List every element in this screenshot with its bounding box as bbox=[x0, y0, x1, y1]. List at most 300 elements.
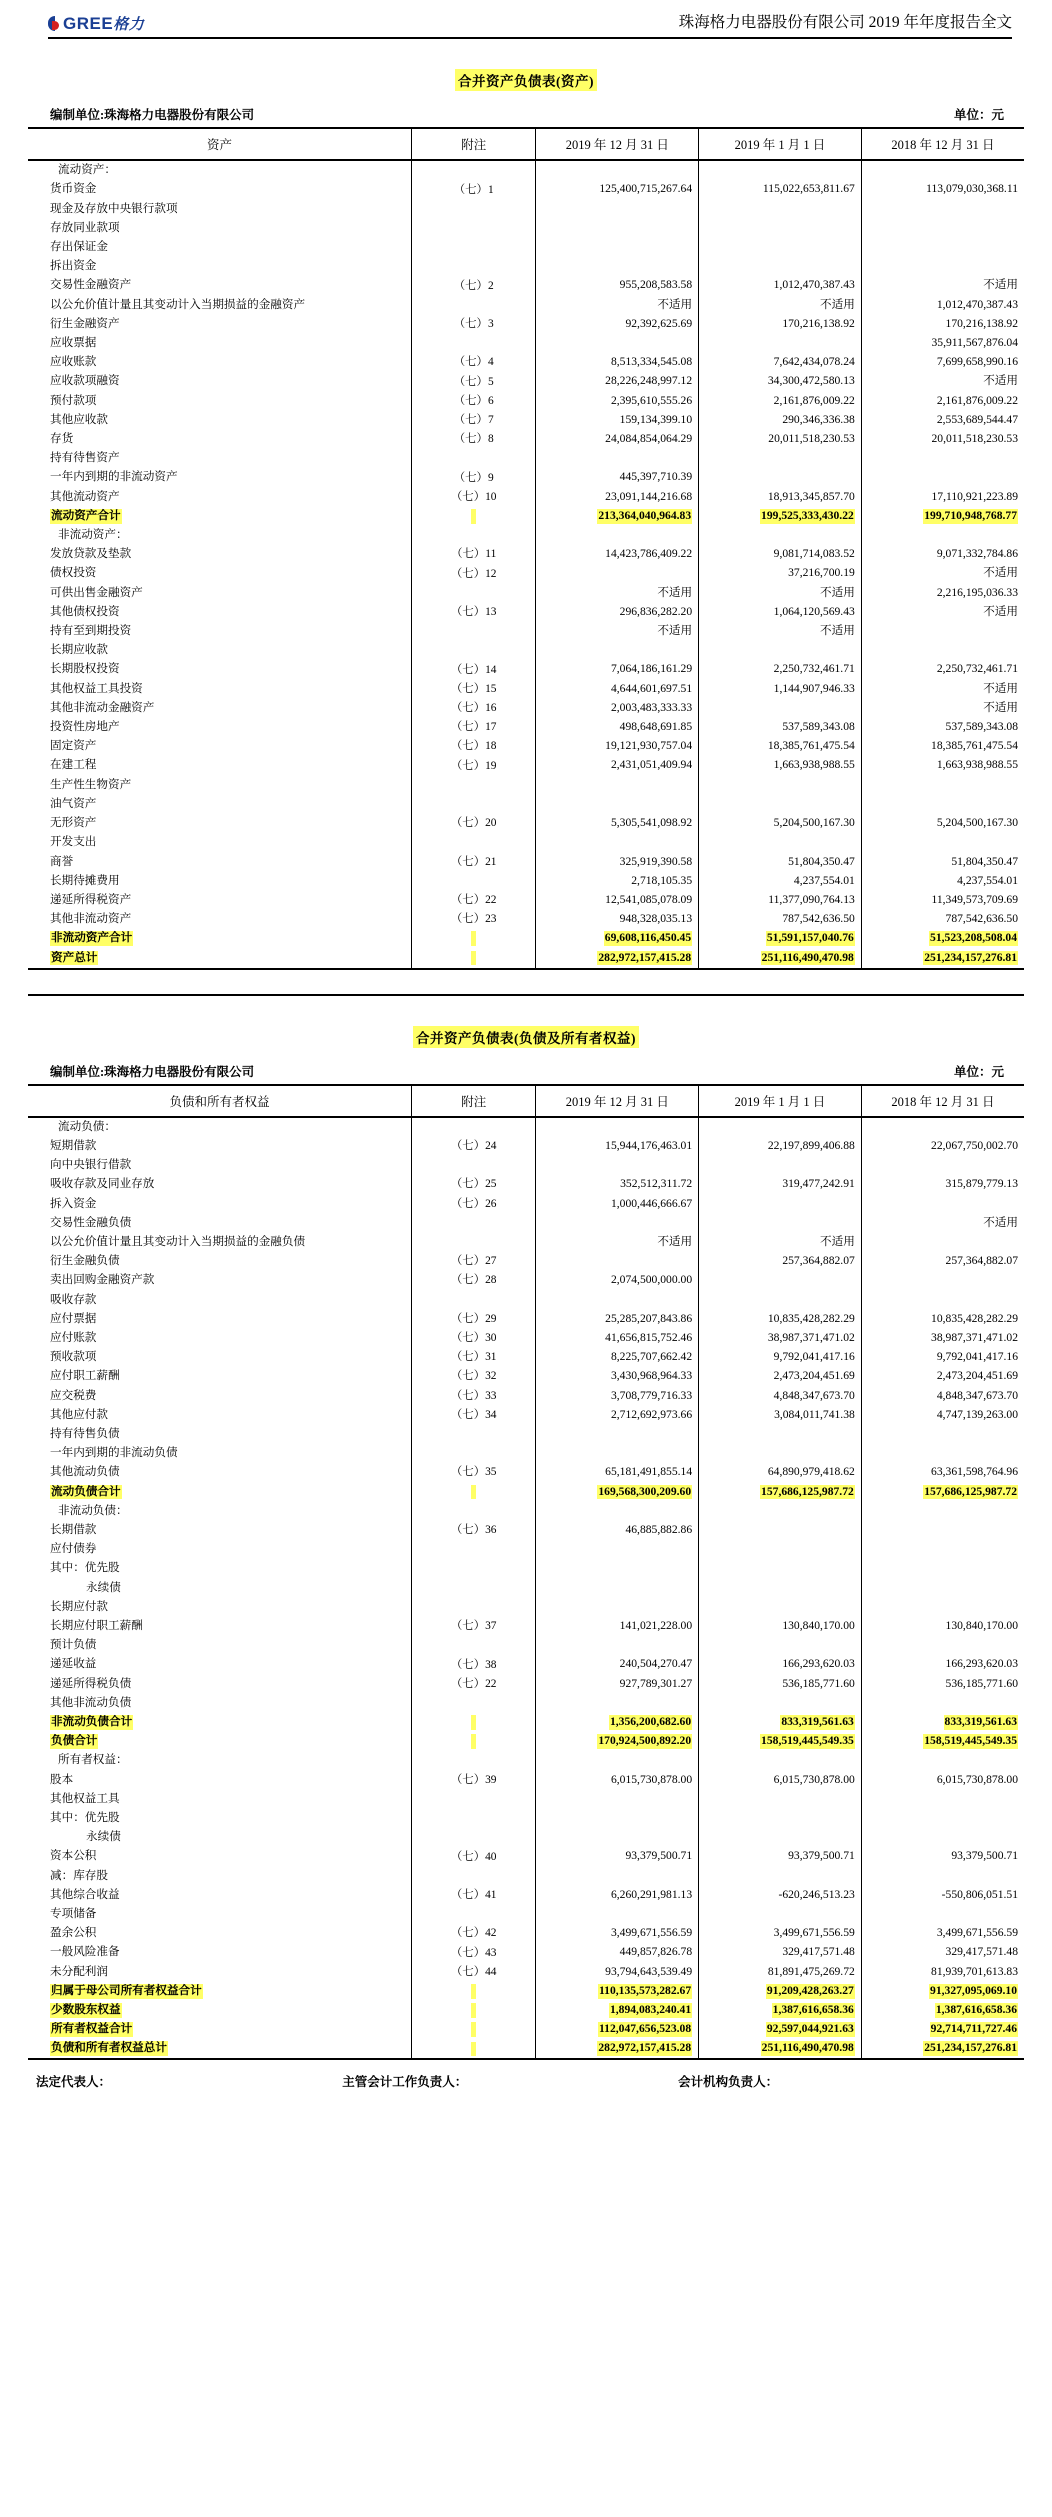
row-note-ref bbox=[411, 872, 536, 891]
row-item-label: 一年内到期的非流动资产 bbox=[28, 468, 411, 487]
row-value-2019-12-31 bbox=[536, 1290, 699, 1309]
row-value-2018-12-31 bbox=[861, 1290, 1024, 1309]
row-value-2019-12-31: 112,047,656,523.08 bbox=[536, 2020, 699, 2039]
row-group-header: 流动资产： bbox=[28, 160, 411, 180]
row-value-2019-01-01 bbox=[699, 199, 862, 218]
row-value-2018-12-31 bbox=[861, 1578, 1024, 1597]
row-value-2018-12-31 bbox=[861, 1790, 1024, 1809]
table-row bbox=[28, 1655, 1024, 1674]
row-value-2019-12-31: 5,305,541,098.92 bbox=[536, 814, 699, 833]
row-note-ref: （七）21 bbox=[411, 852, 536, 871]
row-value-2018-12-31: 5,204,500,167.30 bbox=[861, 814, 1024, 833]
table-row bbox=[28, 1751, 1024, 1770]
table-row bbox=[28, 1367, 1024, 1386]
row-note-ref bbox=[411, 1559, 536, 1578]
report-header-title: 珠海格力电器股份有限公司 2019 年年度报告全文 bbox=[678, 14, 1012, 31]
row-value-2019-12-31: 240,504,270.47 bbox=[536, 1655, 699, 1674]
row-item-label: 长期应付款 bbox=[28, 1598, 411, 1617]
row-value-2018-12-31 bbox=[861, 1444, 1024, 1463]
liability-col-item: 负债和所有者权益 bbox=[28, 1085, 411, 1117]
row-value-2019-01-01: 1,387,616,658.36 bbox=[699, 2001, 862, 2020]
table-row bbox=[28, 1694, 1024, 1713]
row-value-2018-12-31: 4,237,554.01 bbox=[861, 872, 1024, 891]
row-value-2019-12-31: 2,431,051,409.94 bbox=[536, 756, 699, 775]
row-value-2019-12-31: 1,000,446,666.67 bbox=[536, 1194, 699, 1213]
table-row bbox=[28, 776, 1024, 795]
table-row bbox=[28, 1598, 1024, 1617]
row-value-2019-12-31: 19,121,930,757.04 bbox=[536, 737, 699, 756]
row-value-2019-01-01 bbox=[699, 1502, 862, 1521]
row-value-2018-12-31: 157,686,125,987.72 bbox=[861, 1482, 1024, 1501]
row-value-2018-12-31 bbox=[861, 199, 1024, 218]
row-value-2019-12-31: 23,091,144,216.68 bbox=[536, 487, 699, 506]
row-group-header: 流动负债： bbox=[28, 1117, 411, 1137]
row-value-2019-01-01: 64,890,979,418.62 bbox=[699, 1463, 862, 1482]
row-note-ref bbox=[411, 1117, 536, 1137]
row-value-2018-12-31: -550,806,051.51 bbox=[861, 1886, 1024, 1905]
asset-header-row bbox=[28, 128, 1024, 160]
row-item-label: 固定资产 bbox=[28, 737, 411, 756]
row-value-2019-01-01: 10,835,428,282.29 bbox=[699, 1310, 862, 1329]
row-value-2019-12-31 bbox=[536, 1502, 699, 1521]
row-item-label: 其他综合收益 bbox=[28, 1886, 411, 1905]
asset-col-item: 资产 bbox=[28, 128, 411, 160]
row-value-2018-12-31: 不适用 bbox=[861, 679, 1024, 698]
row-value-2019-01-01: -620,246,513.23 bbox=[699, 1886, 862, 1905]
row-value-2018-12-31: 17,110,921,223.89 bbox=[861, 487, 1024, 506]
table-row bbox=[28, 1406, 1024, 1425]
row-value-2019-01-01 bbox=[699, 219, 862, 238]
row-note-ref bbox=[411, 1982, 536, 2001]
row-value-2018-12-31 bbox=[861, 833, 1024, 852]
row-value-2019-01-01: 51,804,350.47 bbox=[699, 852, 862, 871]
row-value-2019-01-01: 20,011,518,230.53 bbox=[699, 430, 862, 449]
header-divider bbox=[48, 37, 1012, 39]
liability-col-2019-12-31: 2019 年 12 月 31 日 bbox=[536, 1085, 699, 1117]
table-row bbox=[28, 756, 1024, 775]
row-value-2019-12-31 bbox=[536, 334, 699, 353]
row-note-ref: （七）17 bbox=[411, 718, 536, 737]
row-note-ref: （七）42 bbox=[411, 1924, 536, 1943]
row-note-ref bbox=[411, 526, 536, 545]
row-note-ref: （七）15 bbox=[411, 679, 536, 698]
table-row bbox=[28, 1943, 1024, 1962]
row-note-ref bbox=[411, 1233, 536, 1252]
row-value-2019-12-31: 4,644,601,697.51 bbox=[536, 679, 699, 698]
row-note-ref: （七）24 bbox=[411, 1137, 536, 1156]
row-item-label: 向中央银行借款 bbox=[28, 1156, 411, 1175]
row-value-2019-12-31 bbox=[536, 1214, 699, 1233]
row-value-2019-01-01: 不适用 bbox=[699, 622, 862, 641]
asset-meta-row bbox=[28, 105, 1024, 127]
row-note-ref: （七）28 bbox=[411, 1271, 536, 1290]
row-total-label: 负债合计 bbox=[28, 1732, 411, 1751]
row-value-2018-12-31: 833,319,561.63 bbox=[861, 1713, 1024, 1732]
asset-col-2018-12-31: 2018 年 12 月 31 日 bbox=[861, 128, 1024, 160]
liability-section-title-wrap bbox=[28, 1026, 1024, 1048]
row-item-label: 递延所得税资产 bbox=[28, 891, 411, 910]
row-note-ref bbox=[411, 776, 536, 795]
row-value-2019-12-31 bbox=[536, 1809, 699, 1828]
row-item-label: 拆出资金 bbox=[28, 257, 411, 276]
row-group-header: 非流动负债： bbox=[28, 1502, 411, 1521]
row-value-2019-12-31: 28,226,248,997.12 bbox=[536, 372, 699, 391]
row-item-label: 永续债 bbox=[28, 1828, 411, 1847]
table-row bbox=[28, 737, 1024, 756]
row-value-2018-12-31 bbox=[861, 795, 1024, 814]
row-value-2019-01-01: 251,116,490,470.98 bbox=[699, 2039, 862, 2058]
row-item-label: 其他非流动金融资产 bbox=[28, 699, 411, 718]
row-item-label: 资本公积 bbox=[28, 1847, 411, 1866]
row-value-2019-01-01: 787,542,636.50 bbox=[699, 910, 862, 929]
row-total-label: 非流动资产合计 bbox=[28, 929, 411, 948]
table-row bbox=[28, 468, 1024, 487]
row-note-ref bbox=[411, 334, 536, 353]
row-value-2019-12-31: 2,074,500,000.00 bbox=[536, 1271, 699, 1290]
row-value-2018-12-31: 不适用 bbox=[861, 372, 1024, 391]
row-note-ref bbox=[411, 1636, 536, 1655]
row-item-label: 其他权益工具投资 bbox=[28, 679, 411, 698]
row-note-ref: （七）39 bbox=[411, 1770, 536, 1789]
row-item-label: 应付职工薪酬 bbox=[28, 1367, 411, 1386]
liability-balance-table bbox=[28, 1084, 1024, 2059]
row-value-2018-12-31 bbox=[861, 1905, 1024, 1924]
row-value-2019-01-01: 537,589,343.08 bbox=[699, 718, 862, 737]
row-note-ref: （七）16 bbox=[411, 699, 536, 718]
row-value-2019-12-31 bbox=[536, 1905, 699, 1924]
table-row bbox=[28, 295, 1024, 314]
table-row bbox=[28, 2039, 1024, 2058]
row-value-2019-01-01: 6,015,730,878.00 bbox=[699, 1770, 862, 1789]
row-value-2019-01-01 bbox=[699, 1751, 862, 1770]
table-row bbox=[28, 814, 1024, 833]
row-value-2018-12-31 bbox=[861, 1156, 1024, 1175]
row-value-2019-12-31: 352,512,311.72 bbox=[536, 1175, 699, 1194]
asset-table-body bbox=[28, 160, 1024, 968]
row-value-2019-01-01 bbox=[699, 526, 862, 545]
row-item-label: 减：库存股 bbox=[28, 1866, 411, 1885]
row-item-label: 交易性金融负债 bbox=[28, 1214, 411, 1233]
table-row bbox=[28, 1982, 1024, 2001]
table-row bbox=[28, 929, 1024, 948]
row-note-ref bbox=[411, 1444, 536, 1463]
row-value-2018-12-31: 3,499,671,556.59 bbox=[861, 1924, 1024, 1943]
row-value-2018-12-31: 不适用 bbox=[861, 603, 1024, 622]
row-value-2019-12-31: 1,356,200,682.60 bbox=[536, 1713, 699, 1732]
row-value-2019-01-01: 1,144,907,946.33 bbox=[699, 679, 862, 698]
table-row bbox=[28, 411, 1024, 430]
row-value-2019-01-01: 91,209,428,263.27 bbox=[699, 1982, 862, 2001]
row-total-label: 非流动负债合计 bbox=[28, 1713, 411, 1732]
row-value-2018-12-31: 20,011,518,230.53 bbox=[861, 430, 1024, 449]
row-note-ref: （七）10 bbox=[411, 487, 536, 506]
table-row bbox=[28, 622, 1024, 641]
row-value-2019-01-01 bbox=[699, 1559, 862, 1578]
row-value-2019-12-31: 296,836,282.20 bbox=[536, 603, 699, 622]
row-note-ref bbox=[411, 929, 536, 948]
row-value-2018-12-31: 113,079,030,368.11 bbox=[861, 180, 1024, 199]
row-value-2018-12-31 bbox=[861, 219, 1024, 238]
row-value-2019-12-31: 498,648,691.85 bbox=[536, 718, 699, 737]
logo-cn-text: 格力 bbox=[113, 15, 145, 33]
row-note-ref: （七）29 bbox=[411, 1310, 536, 1329]
row-value-2018-12-31 bbox=[861, 160, 1024, 180]
row-value-2018-12-31 bbox=[861, 1521, 1024, 1540]
row-item-label: 其他流动负债 bbox=[28, 1463, 411, 1482]
table-row bbox=[28, 1905, 1024, 1924]
logo-text: GREE bbox=[63, 13, 114, 33]
row-item-label: 拆入资金 bbox=[28, 1194, 411, 1213]
liability-col-note: 附注 bbox=[411, 1085, 536, 1117]
row-value-2018-12-31: 158,519,445,549.35 bbox=[861, 1732, 1024, 1751]
row-item-label: 应收票据 bbox=[28, 334, 411, 353]
row-note-ref bbox=[411, 1482, 536, 1501]
row-item-label: 货币资金 bbox=[28, 180, 411, 199]
row-note-ref bbox=[411, 1540, 536, 1559]
row-total-label: 流动负债合计 bbox=[28, 1482, 411, 1501]
row-note-ref: （七）43 bbox=[411, 1943, 536, 1962]
row-value-2019-12-31 bbox=[536, 1156, 699, 1175]
table-row bbox=[28, 1713, 1024, 1732]
row-note-ref: （七）1 bbox=[411, 180, 536, 199]
row-value-2018-12-31: 7,699,658,990.16 bbox=[861, 353, 1024, 372]
table-row bbox=[28, 1732, 1024, 1751]
row-value-2018-12-31: 11,349,573,709.69 bbox=[861, 891, 1024, 910]
row-value-2019-01-01: 3,084,011,741.38 bbox=[699, 1406, 862, 1425]
table-row bbox=[28, 353, 1024, 372]
row-value-2018-12-31: 9,071,332,784.86 bbox=[861, 545, 1024, 564]
row-item-label: 一般风险准备 bbox=[28, 1943, 411, 1962]
row-value-2019-12-31: 169,568,300,209.60 bbox=[536, 1482, 699, 1501]
row-value-2019-12-31: 92,392,625.69 bbox=[536, 315, 699, 334]
table-row bbox=[28, 795, 1024, 814]
table-row bbox=[28, 948, 1024, 967]
row-value-2018-12-31: 536,185,771.60 bbox=[861, 1674, 1024, 1693]
row-item-label: 应交税费 bbox=[28, 1386, 411, 1405]
row-item-label: 生产性生物资产 bbox=[28, 776, 411, 795]
row-value-2019-01-01: 2,161,876,009.22 bbox=[699, 391, 862, 410]
row-value-2019-01-01 bbox=[699, 1598, 862, 1617]
row-value-2018-12-31 bbox=[861, 1598, 1024, 1617]
table-row bbox=[28, 1463, 1024, 1482]
row-value-2019-01-01: 81,891,475,269.72 bbox=[699, 1962, 862, 1981]
table-row bbox=[28, 1847, 1024, 1866]
row-value-2018-12-31 bbox=[861, 1540, 1024, 1559]
row-item-label: 以公允价值计量且其变动计入当期损益的金融资产 bbox=[28, 295, 411, 314]
row-value-2019-01-01: 18,385,761,475.54 bbox=[699, 737, 862, 756]
table-row bbox=[28, 1559, 1024, 1578]
row-item-label: 其中：优先股 bbox=[28, 1809, 411, 1828]
row-item-label: 其他非流动负债 bbox=[28, 1694, 411, 1713]
row-note-ref bbox=[411, 1214, 536, 1233]
row-note-ref bbox=[411, 160, 536, 180]
gree-logo-icon bbox=[48, 16, 61, 31]
row-value-2019-01-01: 22,197,899,406.88 bbox=[699, 1137, 862, 1156]
row-group-header: 所有者权益： bbox=[28, 1751, 411, 1770]
row-value-2018-12-31: 93,379,500.71 bbox=[861, 1847, 1024, 1866]
row-value-2018-12-31 bbox=[861, 1636, 1024, 1655]
row-value-2019-01-01 bbox=[699, 334, 862, 353]
row-value-2019-12-31: 125,400,715,267.64 bbox=[536, 180, 699, 199]
row-value-2019-01-01 bbox=[699, 1156, 862, 1175]
row-value-2018-12-31: 1,663,938,988.55 bbox=[861, 756, 1024, 775]
row-value-2018-12-31: 不适用 bbox=[861, 1214, 1024, 1233]
row-note-ref bbox=[411, 295, 536, 314]
row-value-2019-12-31: 282,972,157,415.28 bbox=[536, 2039, 699, 2058]
row-value-2019-12-31 bbox=[536, 564, 699, 583]
row-value-2018-12-31: 10,835,428,282.29 bbox=[861, 1310, 1024, 1329]
row-item-label: 吸收存款 bbox=[28, 1290, 411, 1309]
row-value-2018-12-31 bbox=[861, 257, 1024, 276]
row-value-2019-01-01 bbox=[699, 1866, 862, 1885]
row-item-label: 其他流动资产 bbox=[28, 487, 411, 506]
asset-section-title: 合并资产负债表(资产) bbox=[455, 69, 597, 91]
row-item-label: 油气资产 bbox=[28, 795, 411, 814]
row-note-ref bbox=[411, 1732, 536, 1751]
row-value-2019-01-01 bbox=[699, 1521, 862, 1540]
row-note-ref: （七）8 bbox=[411, 430, 536, 449]
row-note-ref bbox=[411, 199, 536, 218]
row-note-ref bbox=[411, 1905, 536, 1924]
row-value-2018-12-31: 4,747,139,263.00 bbox=[861, 1406, 1024, 1425]
table-row bbox=[28, 1194, 1024, 1213]
row-note-ref bbox=[411, 1866, 536, 1885]
table-row bbox=[28, 1386, 1024, 1405]
row-item-label: 其他应收款 bbox=[28, 411, 411, 430]
row-value-2019-01-01 bbox=[699, 238, 862, 257]
table-row bbox=[28, 1636, 1024, 1655]
row-item-label: 以公允价值计量且其变动计入当期损益的金融负债 bbox=[28, 1233, 411, 1252]
table-row bbox=[28, 1271, 1024, 1290]
row-note-ref bbox=[411, 1828, 536, 1847]
table-row bbox=[28, 545, 1024, 564]
table-row bbox=[28, 1117, 1024, 1137]
row-value-2018-12-31: 1,387,616,658.36 bbox=[861, 2001, 1024, 2020]
row-note-ref bbox=[411, 1694, 536, 1713]
table-row bbox=[28, 199, 1024, 218]
row-value-2019-12-31 bbox=[536, 257, 699, 276]
row-value-2018-12-31: 81,939,701,613.83 bbox=[861, 1962, 1024, 1981]
row-item-label: 股本 bbox=[28, 1770, 411, 1789]
row-note-ref: （七）14 bbox=[411, 660, 536, 679]
row-item-label: 开发支出 bbox=[28, 833, 411, 852]
row-note-ref: （七）3 bbox=[411, 315, 536, 334]
row-value-2019-01-01 bbox=[699, 1578, 862, 1597]
row-item-label: 交易性金融资产 bbox=[28, 276, 411, 295]
row-item-label: 其他应付款 bbox=[28, 1406, 411, 1425]
table-row bbox=[28, 852, 1024, 871]
row-value-2019-01-01 bbox=[699, 1809, 862, 1828]
row-value-2018-12-31: 不适用 bbox=[861, 564, 1024, 583]
row-note-ref: （七）11 bbox=[411, 545, 536, 564]
row-value-2018-12-31: 不适用 bbox=[861, 699, 1024, 718]
row-value-2019-01-01: 536,185,771.60 bbox=[699, 1674, 862, 1693]
row-note-ref: （七）32 bbox=[411, 1367, 536, 1386]
row-value-2018-12-31: 91,327,095,069.10 bbox=[861, 1982, 1024, 2001]
table-row bbox=[28, 1310, 1024, 1329]
row-value-2019-01-01: 7,642,434,078.24 bbox=[699, 353, 862, 372]
table-row bbox=[28, 1962, 1024, 1981]
row-value-2019-01-01: 1,663,938,988.55 bbox=[699, 756, 862, 775]
row-note-ref bbox=[411, 507, 536, 526]
row-value-2019-01-01 bbox=[699, 1636, 862, 1655]
table-row bbox=[28, 1828, 1024, 1847]
row-item-label: 应付债券 bbox=[28, 1540, 411, 1559]
row-value-2019-01-01: 38,987,371,471.02 bbox=[699, 1329, 862, 1348]
row-note-ref: （七）18 bbox=[411, 737, 536, 756]
row-value-2019-12-31: 8,513,334,545.08 bbox=[536, 353, 699, 372]
row-value-2019-01-01 bbox=[699, 160, 862, 180]
row-value-2019-12-31: 110,135,573,282.67 bbox=[536, 1982, 699, 2001]
table-row bbox=[28, 1233, 1024, 1252]
liability-unit-label: 单位：元 bbox=[953, 1064, 1004, 1079]
row-note-ref: （七）25 bbox=[411, 1175, 536, 1194]
row-note-ref: （七）2 bbox=[411, 276, 536, 295]
row-item-label: 盈余公积 bbox=[28, 1924, 411, 1943]
row-value-2019-12-31 bbox=[536, 1598, 699, 1617]
row-value-2019-12-31 bbox=[536, 160, 699, 180]
row-value-2019-12-31: 2,003,483,333.33 bbox=[536, 699, 699, 718]
asset-col-2019-12-31: 2019 年 12 月 31 日 bbox=[536, 128, 699, 160]
section-divider bbox=[28, 994, 1024, 996]
row-note-ref: （七）12 bbox=[411, 564, 536, 583]
row-value-2019-12-31: 3,430,968,964.33 bbox=[536, 1367, 699, 1386]
row-note-ref: （七）34 bbox=[411, 1406, 536, 1425]
row-value-2019-12-31: 不适用 bbox=[536, 583, 699, 602]
row-total-label: 少数股东权益 bbox=[28, 2001, 411, 2020]
row-value-2019-01-01 bbox=[699, 449, 862, 468]
row-value-2019-01-01: 4,237,554.01 bbox=[699, 872, 862, 891]
row-value-2018-12-31: 315,879,779.13 bbox=[861, 1175, 1024, 1194]
liability-table-body bbox=[28, 1117, 1024, 2059]
asset-section-title-wrap bbox=[28, 69, 1024, 91]
row-item-label: 递延所得税负债 bbox=[28, 1674, 411, 1693]
liability-col-2019-01-01: 2019 年 1 月 1 日 bbox=[699, 1085, 862, 1117]
table-row bbox=[28, 1866, 1024, 1885]
row-value-2019-12-31: 24,084,854,064.29 bbox=[536, 430, 699, 449]
row-value-2019-12-31: 93,794,643,539.49 bbox=[536, 1962, 699, 1981]
row-total-label: 归属于母公司所有者权益合计 bbox=[28, 1982, 411, 2001]
row-value-2018-12-31: 18,385,761,475.54 bbox=[861, 737, 1024, 756]
row-value-2019-12-31: 不适用 bbox=[536, 622, 699, 641]
row-item-label: 预计负债 bbox=[28, 1636, 411, 1655]
row-value-2019-12-31 bbox=[536, 1751, 699, 1770]
table-row bbox=[28, 910, 1024, 929]
row-item-label: 衍生金融资产 bbox=[28, 315, 411, 334]
row-item-label: 衍生金融负债 bbox=[28, 1252, 411, 1271]
document-header bbox=[0, 0, 1052, 34]
row-value-2019-12-31 bbox=[536, 1866, 699, 1885]
row-note-ref bbox=[411, 257, 536, 276]
row-value-2019-01-01: 2,250,732,461.71 bbox=[699, 660, 862, 679]
row-item-label: 应收款项融资 bbox=[28, 372, 411, 391]
table-row bbox=[28, 1540, 1024, 1559]
row-note-ref: （七）36 bbox=[411, 1521, 536, 1540]
row-item-label: 持有至到期投资 bbox=[28, 622, 411, 641]
row-note-ref bbox=[411, 795, 536, 814]
row-value-2018-12-31 bbox=[861, 1559, 1024, 1578]
row-value-2019-12-31: 7,064,186,161.29 bbox=[536, 660, 699, 679]
liability-preparer-label: 编制单位:珠海格力电器股份有限公司 bbox=[50, 1064, 255, 1079]
row-value-2019-12-31: 159,134,399.10 bbox=[536, 411, 699, 430]
row-value-2018-12-31: 199,710,948,768.77 bbox=[861, 507, 1024, 526]
row-value-2019-12-31 bbox=[536, 1828, 699, 1847]
row-item-label: 吸收存款及同业存放 bbox=[28, 1175, 411, 1194]
table-row bbox=[28, 430, 1024, 449]
row-note-ref: （七）41 bbox=[411, 1886, 536, 1905]
table-row bbox=[28, 1290, 1024, 1309]
row-value-2019-12-31 bbox=[536, 1578, 699, 1597]
